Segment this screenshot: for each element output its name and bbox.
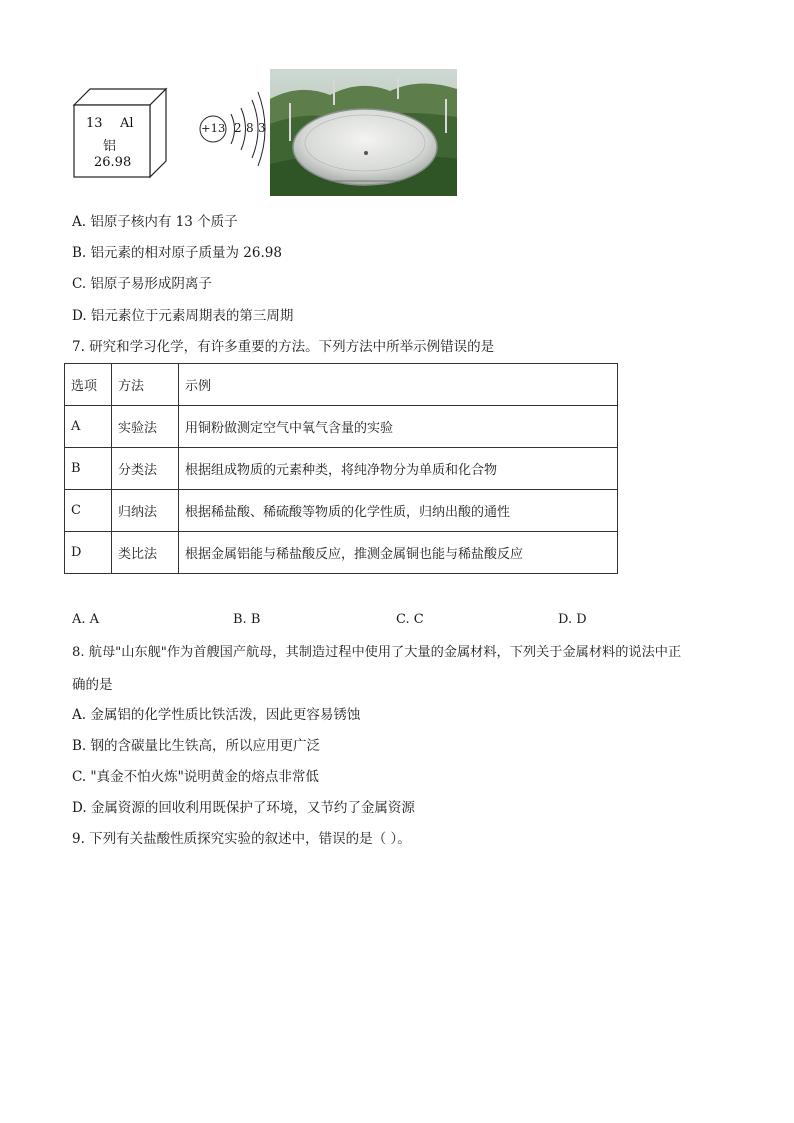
- row-example: 用铜粉做测定空气中氧气含量的实验: [179, 406, 618, 448]
- table-row: [65, 490, 618, 532]
- shell-2-electrons: 8: [246, 121, 254, 135]
- table-row: [65, 406, 618, 448]
- table-row: [65, 532, 618, 574]
- header-option: 选项: [65, 364, 112, 406]
- shell-3-electrons: 3: [258, 121, 266, 135]
- row-method: 实验法: [112, 406, 179, 448]
- q7-option-d: D. D: [558, 612, 587, 627]
- row-example: 根据金属铝能与稀盐酸反应，推测金属铜也能与稀盐酸反应: [179, 532, 618, 574]
- row-option: C: [65, 490, 112, 532]
- element-symbol: Al: [120, 116, 134, 131]
- atom-structure-diagram: [196, 84, 268, 174]
- telescope-illustration: [270, 69, 457, 196]
- q8-stem-line1: 8. 航母"山东舰"作为首艘国产航母，其制造过程中使用了大量的金属材料，下列关于金属材料的说法中正: [72, 645, 682, 660]
- q8-option-b: B. 钢的含碳量比生铁高，所以应用更广泛: [72, 738, 321, 754]
- row-example: 根据组成物质的元素种类，将纯净物分为单质和化合物: [179, 448, 618, 490]
- row-method: 分类法: [112, 448, 179, 490]
- element-tile: [72, 87, 168, 179]
- q7-option-b: B. B: [233, 612, 261, 627]
- q7-option-a: A. A: [72, 612, 100, 627]
- table-row: [65, 448, 618, 490]
- q6-option-c: C. 铝原子易形成阴离子: [72, 276, 212, 292]
- q7-option-c: C. C: [396, 612, 424, 627]
- row-method: 归纳法: [112, 490, 179, 532]
- row-method: 类比法: [112, 532, 179, 574]
- atomic-mass: 26.98: [94, 155, 132, 170]
- element-name: 铝: [103, 139, 117, 154]
- row-option: B: [65, 448, 112, 490]
- row-option: D: [65, 532, 112, 574]
- row-example: 根据稀盐酸、稀硫酸等物质的化学性质，归纳出酸的通性: [179, 490, 618, 532]
- q8-option-d: D. 金属资源的回收利用既保护了环境，又节约了金属资源: [72, 800, 415, 816]
- header-example: 示例: [179, 364, 618, 406]
- telescope-photo: [270, 69, 457, 196]
- row-option: A: [65, 406, 112, 448]
- atomic-number: 13: [86, 116, 103, 131]
- nucleus-charge: +13: [201, 121, 226, 135]
- q8-option-a: A. 金属铝的化学性质比铁活泼，因此更容易锈蚀: [72, 707, 361, 723]
- q8-stem-line2: 确的是: [72, 677, 113, 693]
- q9-stem: 9. 下列有关盐酸性质探究实验的叙述中，错误的是（ ）。: [72, 831, 411, 847]
- header-method: 方法: [112, 364, 179, 406]
- q8-option-c: C. "真金不怕火炼"说明黄金的熔点非常低: [72, 769, 319, 785]
- shell-1-electrons: 2: [234, 121, 242, 135]
- q6-option-b: B. 铝元素的相对原子质量为 26.98: [72, 245, 282, 261]
- q7-stem: 7. 研究和学习化学，有许多重要的方法。下列方法中所举示例错误的是: [72, 339, 495, 355]
- methods-table: [64, 363, 618, 574]
- q6-option-a: A. 铝原子核内有 13 个质子: [72, 214, 238, 230]
- q6-option-d: D. 铝元素位于元素周期表的第三周期: [72, 308, 294, 324]
- table-header-row: [65, 364, 618, 406]
